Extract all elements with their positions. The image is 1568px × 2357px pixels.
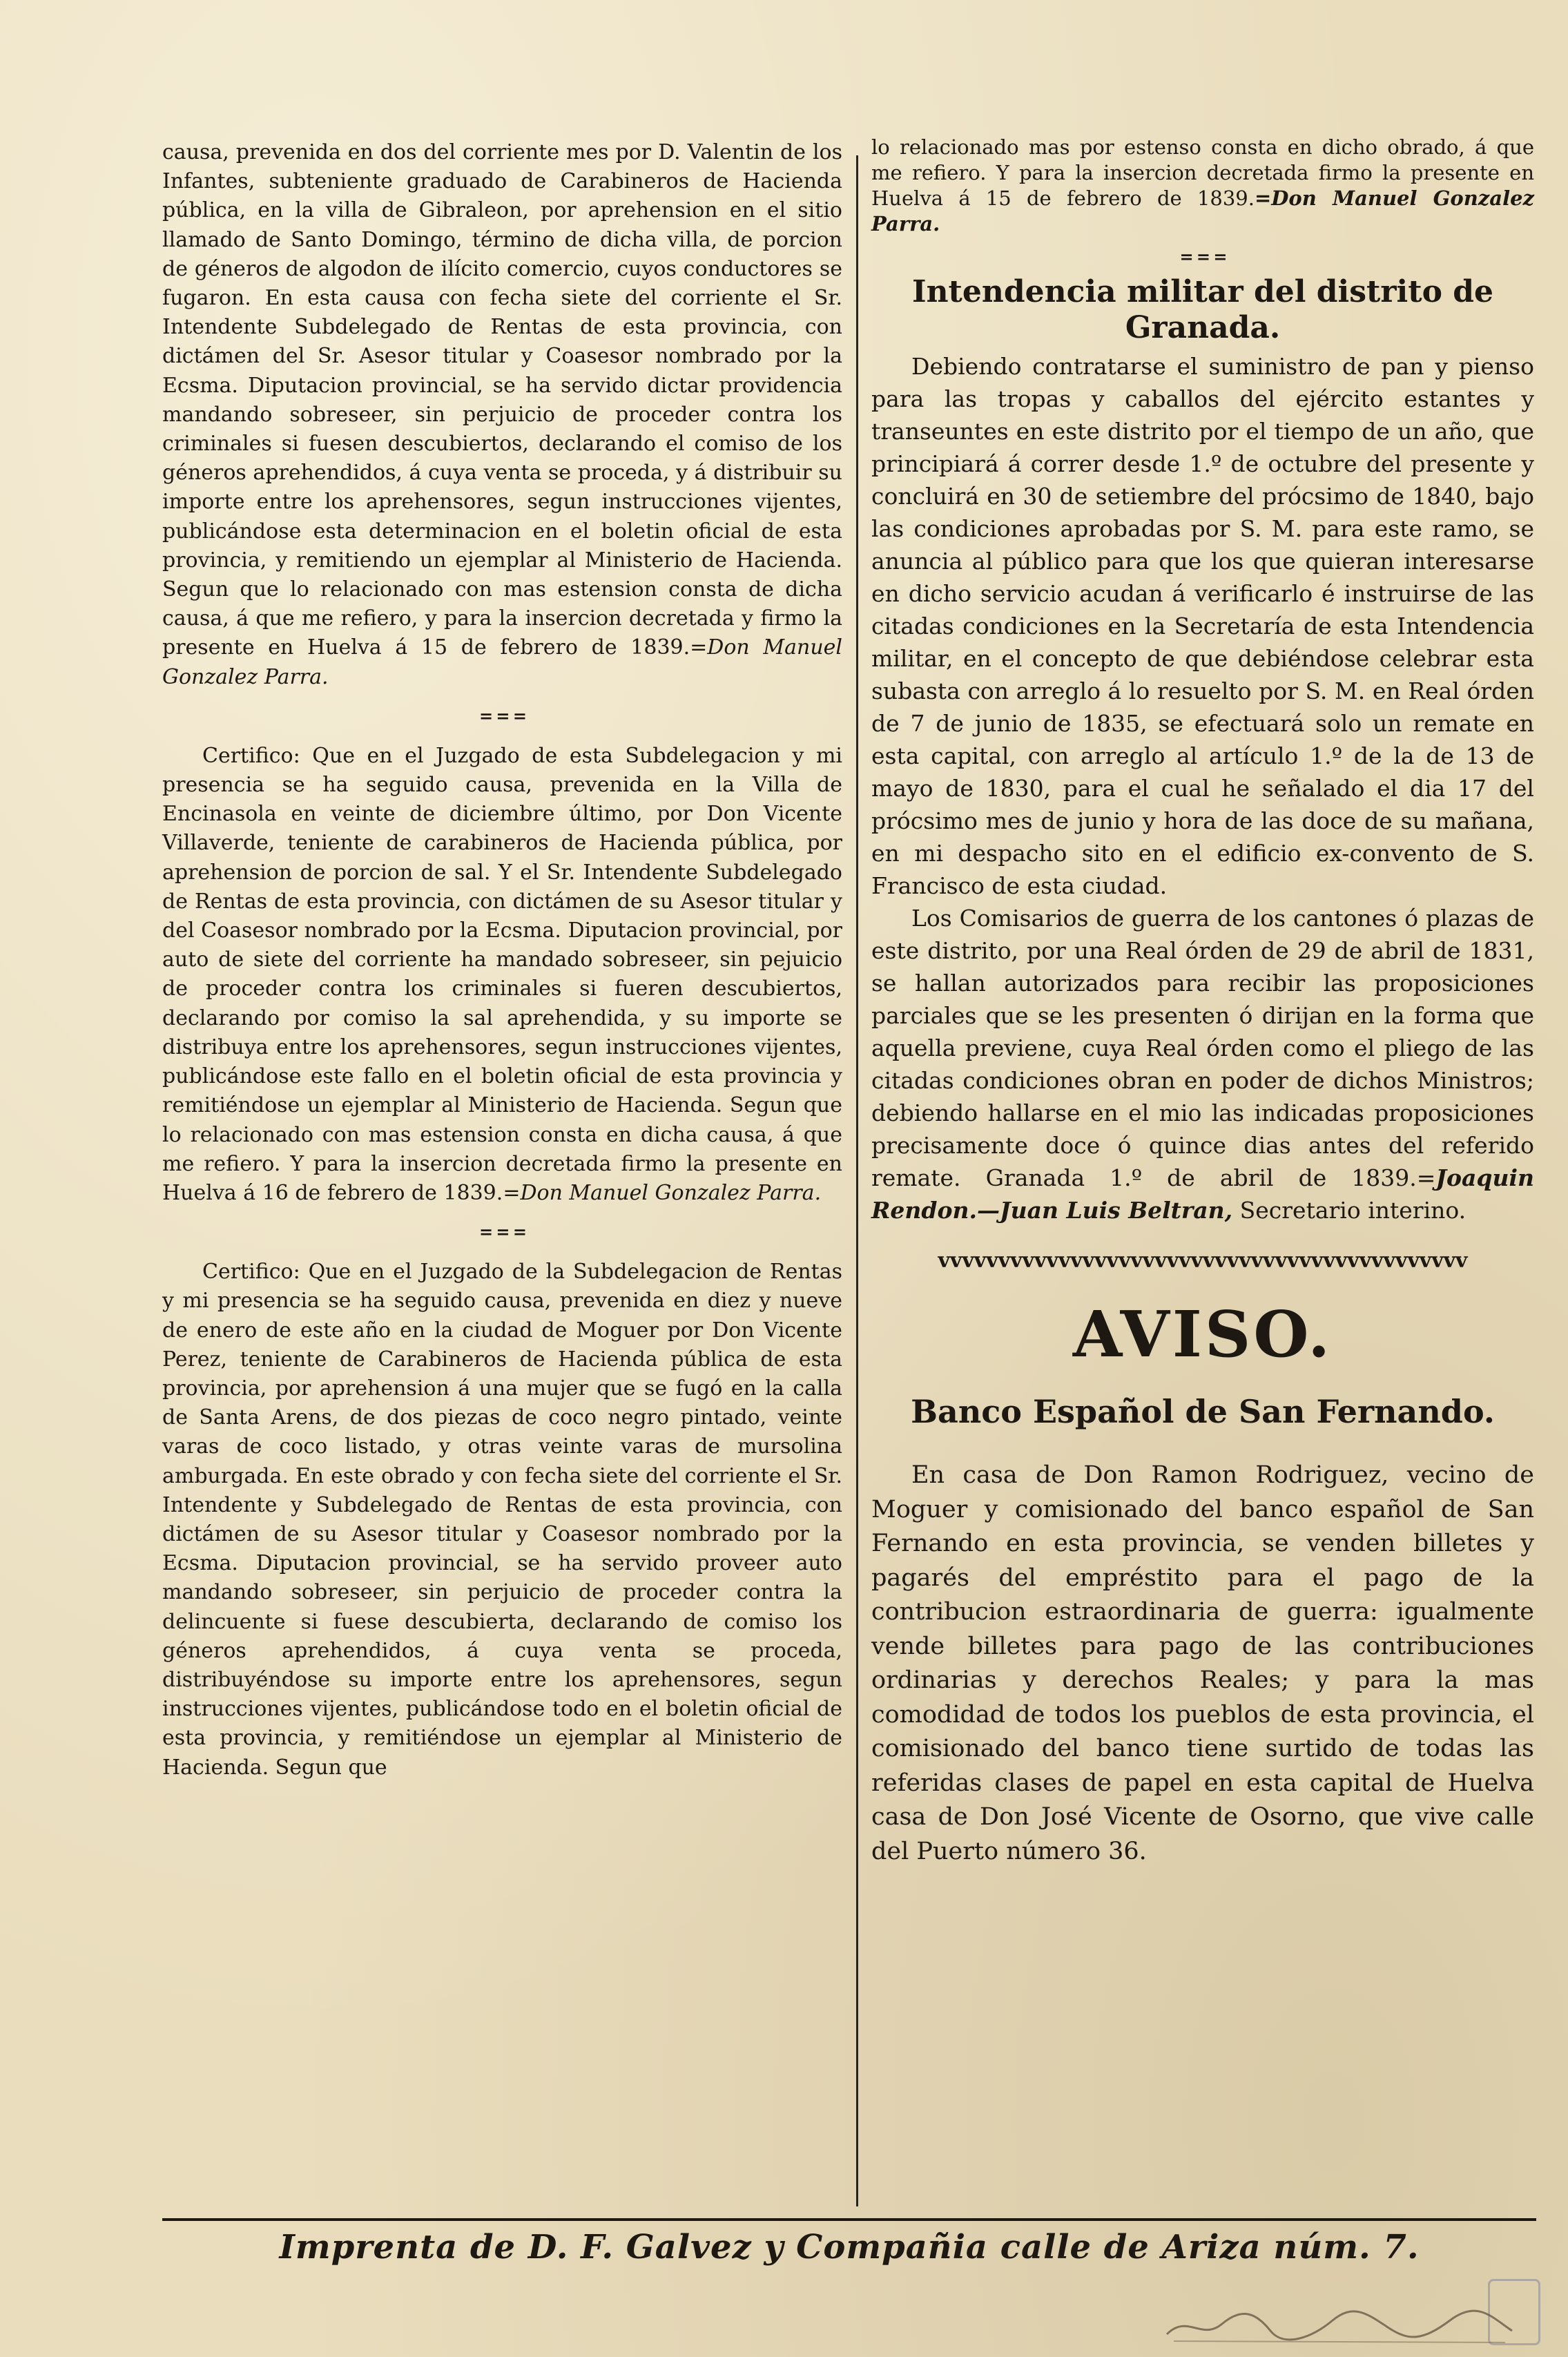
separator: = = =: [478, 1222, 526, 1242]
left-paragraph-3: Certifico: Que en el Juzgado de la Subdelegacion de Rentas y mi presencia se ha seguido causa, prevenida en diez y nueve de enero de este año en la ciudad de Moguer por Don Vicente Perez, teniente de Carabineros de Hacienda pública de esta provincia, por aprehension á una mujer que se fugó en la calla de Santa Arens, de dos piezas de coco negro pintado, veinte varas de coco listado, y otras veinte varas de mursolina amburgada. En este obrado y con fecha siete del corriente el Sr. Intendente y Subdelegado de Rentas de esta provincia, con dictámen de su Asesor titular y Coasesor nombrado por la Ecsma. Diputacion provincial, se ha servido proveer auto mandando sobreseer, sin perjuicio de proceder contra la delincuente si fuese descubierta, declarando de comiso los géneros aprehendidos, á cuya venta se proceda, distribuyéndose su importe entre los aprehensores, segun instrucciones vijentes, publicándose todo en el boletin oficial de esta provincia, y remitiéndose un ejemplar al Ministerio de Hacienda. Segun que: [162, 1260, 842, 1780]
right-paragraph-2-signature: Joaquin Rendon.—Juan Luis Beltran,: [871, 1164, 1534, 1224]
handwritten-signature: [1160, 2300, 1519, 2348]
ornamental-rule: vvvvvvvvvvvvvvvvvvvvvvvvvvvvvvvvvvvvvvvvvvvv: [938, 1249, 1468, 1273]
bank-notice: En casa de Don Ramon Rodriguez, vecino de Moguer y comisionado del banco español de San Fernando en esta provincia, se venden billetes y pagarés del empréstito para el pago de la contribucion estraordinaria de guerra: igualmente vende billetes para pago de las contribuciones ordinarias y derechos Reales; y para la mas comodidad de todos los pueblos de esta provincia, el comisionado del banco tiene surtido de todas las referidas clases de papel en esta capital de Huelva casa de Don José Vicente de Osorno, que vive calle del Puerto número 36.: [871, 1461, 1534, 1865]
right-column: [871, 135, 1534, 1869]
left-paragraph-1-signature: =Don Manuel Gonzalez Parra.: [162, 635, 842, 689]
left-column: [162, 138, 842, 1782]
right-paragraph-0-text: lo relacionado mas por estenso consta en dicho obrado, á que me refiero. Y para la insercion decretada firmo la presente en Huelva á 15 de febrero de 1839.: [871, 135, 1534, 210]
section-title: Intendencia militar del distrito de Granada.: [911, 274, 1493, 345]
imprint-line: Imprenta de D. F. Galvez y Compañia calle de Ariza núm. 7.: [162, 2218, 1536, 2267]
right-paragraph-2-tail: Secretario interino.: [1232, 1197, 1467, 1224]
left-paragraph-1: [162, 138, 842, 692]
left-paragraph-2-signature: =Don Manuel Gonzalez Parra.: [503, 1180, 822, 1205]
library-stamp: [1488, 2279, 1540, 2345]
column-divider: [856, 155, 858, 2206]
bank-title: Banco Español de San Fernando.: [911, 1393, 1495, 1430]
right-paragraph-2: [871, 902, 1534, 1226]
left-paragraph-2-text: Certifico: Que en el Juzgado de esta Subdelegacion y mi presencia se ha seguido causa, prevenida en la Villa de Encinasola en veinte de diciembre último, por Don Vicente Villaverde, teniente de carabineros de Hacienda pública, por aprehension de porcion de sal. Y el Sr. Intendente Subdelegado de Rentas de esta provincia, con dictámen de su Asesor titular y del Coasesor nombrado por la Ecsma. Diputacion provincial, por auto de siete del corriente ha mandado sobreseer, sin pejuicio de proceder contra los criminales si fueren descubiertos, declarando por comiso la sal aprehendida, y su importe se distribuya entre los aprehensores, segun instrucciones vijentes, publicándose este fallo en el boletin oficial de esta provincia y remitiéndose un ejemplar al Ministerio de Hacienda. Segun que lo relacionado con mas estension consta en dicha causa, á que me refiero. Y para la insercion decretada firmo la presente en Huelva á 16 de febrero de 1839.: [162, 743, 842, 1205]
aviso-heading: AVISO.: [1072, 1297, 1333, 1372]
right-paragraph-0-signature: =Don Manuel Gonzalez Parra.: [871, 186, 1535, 235]
separator: = = =: [478, 705, 526, 726]
right-paragraph-2-text: Los Comisarios de guerra de los cantones ó plazas de este distrito, por una Real órden de 29 de abril de 1831, se hallan autorizados para recibir las proposiciones parciales que se les presenten ó dirijan en la forma que aquella previene, cuya Real órden como el pliego de las citadas condiciones obran en poder de dichos Ministros; debiendo hallarse en el mio las indicadas proposiciones precisamente doce ó quince dias antes del referido remate. Granada 1.º de abril de 1839.=: [871, 905, 1534, 1191]
right-paragraph-0: [871, 135, 1534, 237]
separator: = = =: [1179, 247, 1226, 267]
left-paragraph-1-text: causa, prevenida en dos del corriente mes por D. Valentin de los Infantes, subteniente graduado de Carabineros de Hacienda pública, en la villa de Gibraleon, por aprehension en el sitio llamado de Santo Domingo, término de dicha villa, de porcion de géneros de algodon de ilícito comercio, cuyos conductores se fugaron. En esta causa con fecha siete del corriente el Sr. Intendente Subdelegado de Rentas de esta provincia, con dictámen del Sr. Asesor titular y Coasesor nombrado por la Ecsma. Diputacion provincial, se ha servido dictar providencia mandando sobreseer, sin perjuicio de proceder contra los criminales si fuesen descubiertos, declarando el comiso de los géneros aprehendidos, á cuya venta se proceda, y á distribuir su importe entre los aprehensores, segun instrucciones vijentes, publicándose esta determinacion en el boletin oficial de esta provincia, y remitiendo un ejemplar al Ministerio de Hacienda. Segun que lo relacionado con mas estension consta de dicha causa, á que me refiero, y para la insercion decretada y firmo la presente en Huelva á 15 de febrero de 1839.: [162, 140, 842, 660]
left-paragraph-2: [162, 742, 842, 1208]
right-paragraph-1: Debiendo contratarse el suministro de pan y pienso para las tropas y caballos del ejército estantes y transeuntes en este distrito por el tiempo de un año, que principiará á correr desde 1.º de octubre del presente y concluirá en 30 de setiembre del prócsimo de 1840, bajo las condiciones aprobadas por S. M. para este ramo, se anuncia al público para que los que quieran interesarse en dicho servicio acudan á verificarlo é instruirse de las citadas condiciones en la Secretaría de esta Intendencia militar, en el concepto de que debiéndose celebrar esta subasta con arreglo á lo resuelto por S. M. en Real órden de 7 de junio de 1835, se efectuará solo un remate en esta capital, con arreglo al artículo 1.º de la de 13 de mayo de 1830, para el cual he señalado el dia 17 del prócsimo mes de junio y hora de las doce de su mañana, en mi despacho sito en el edificio ex-convento de S. Francisco de esta ciudad.: [871, 353, 1534, 899]
